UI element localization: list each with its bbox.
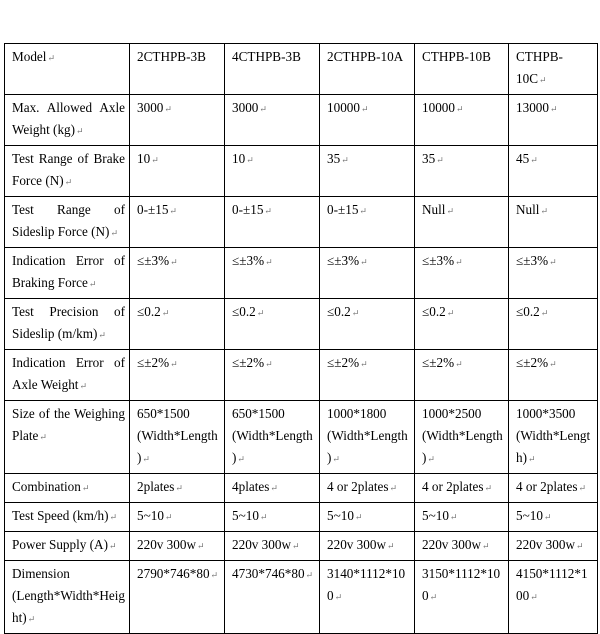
row-label: Test Range of Brake Force (N)↵: [5, 146, 130, 197]
row-label: Test Range of Sideslip Force (N)↵: [5, 197, 130, 248]
table-row: [5, 146, 598, 197]
table-cell: 5~10↵: [225, 503, 320, 532]
table-cell: 1000*3500 (Width*Length)↵: [509, 401, 598, 474]
table-cell: 4730*746*80↵: [225, 561, 320, 634]
table-cell: ≤±2%↵: [320, 350, 415, 401]
table-cell: ≤0.2↵: [225, 299, 320, 350]
table-cell: 5~10↵: [415, 503, 509, 532]
table-row: [5, 197, 598, 248]
table-cell: 10000↵: [320, 95, 415, 146]
table-cell: 0-±15↵: [130, 197, 225, 248]
table-row: [5, 248, 598, 299]
row-label: Dimension (Length*Width*Height)↵: [5, 561, 130, 634]
table-cell: ≤0.2↵: [415, 299, 509, 350]
header-cell: CTHPB-10B: [415, 44, 509, 95]
row-label: Size of the Weighing Plate↵: [5, 401, 130, 474]
header-cell: Model↵: [5, 44, 130, 95]
row-label: Indication Error of Axle Weight↵: [5, 350, 130, 401]
header-cell: 2CTHPB-3B: [130, 44, 225, 95]
table-cell: 10↵: [225, 146, 320, 197]
table-cell: 3150*1112*100↵: [415, 561, 509, 634]
table-cell: 3000↵: [225, 95, 320, 146]
header-row: [5, 44, 598, 95]
table-row: [5, 474, 598, 503]
table-cell: ≤±3%↵: [415, 248, 509, 299]
table-cell: 2plates↵: [130, 474, 225, 503]
row-label: Max. Allowed Axle Weight (kg)↵: [5, 95, 130, 146]
spec-table: [4, 43, 598, 634]
header-cell: 4CTHPB-3B: [225, 44, 320, 95]
table-row: [5, 95, 598, 146]
table-row: [5, 350, 598, 401]
row-label: Test Speed (km/h)↵: [5, 503, 130, 532]
table-row: [5, 561, 598, 634]
row-label: Indication Error of Braking Force↵: [5, 248, 130, 299]
table-cell: 220v 300w↵: [225, 532, 320, 561]
table-cell: ≤0.2↵: [320, 299, 415, 350]
table-cell: 4 or 2plates↵: [509, 474, 598, 503]
table-cell: 13000↵: [509, 95, 598, 146]
table-cell: 3000↵: [130, 95, 225, 146]
table-cell: 2790*746*80↵: [130, 561, 225, 634]
table-cell: 650*1500 (Width*Length)↵: [225, 401, 320, 474]
table-cell: 35↵: [320, 146, 415, 197]
table-cell: 4 or 2plates↵: [415, 474, 509, 503]
table-cell: 5~10↵: [130, 503, 225, 532]
table-cell: 5~10↵: [320, 503, 415, 532]
table-cell: 4150*1112*100↵: [509, 561, 598, 634]
table-cell: Null↵: [509, 197, 598, 248]
table-cell: ≤±3%↵: [225, 248, 320, 299]
table-cell: ≤±2%↵: [225, 350, 320, 401]
table-cell: 0-±15↵: [320, 197, 415, 248]
row-label: Power Supply (A)↵: [5, 532, 130, 561]
table-cell: 45↵: [509, 146, 598, 197]
table-cell: 3140*1112*100↵: [320, 561, 415, 634]
row-label: Test Precision of Sideslip (m/km)↵: [5, 299, 130, 350]
table-row: [5, 532, 598, 561]
table-cell: 10000↵: [415, 95, 509, 146]
table-cell: 650*1500 (Width*Length)↵: [130, 401, 225, 474]
table-cell: ≤±2%↵: [509, 350, 598, 401]
table-cell: ≤±3%↵: [320, 248, 415, 299]
table-cell: Null↵: [415, 197, 509, 248]
table-cell: 4 or 2plates↵: [320, 474, 415, 503]
row-label: Combination↵: [5, 474, 130, 503]
header-cell: CTHPB-10C↵: [509, 44, 598, 95]
table-cell: ≤±2%↵: [130, 350, 225, 401]
table-cell: 220v 300w↵: [130, 532, 225, 561]
table-cell: 1000*1800 (Width*Length)↵: [320, 401, 415, 474]
table-cell: ≤0.2↵: [130, 299, 225, 350]
table-cell: 220v 300w↵: [415, 532, 509, 561]
table-cell: 10↵: [130, 146, 225, 197]
table-row: [5, 401, 598, 474]
table-row: [5, 503, 598, 532]
table-cell: 5~10↵: [509, 503, 598, 532]
table-cell: ≤0.2↵: [509, 299, 598, 350]
table-cell: ≤±3%↵: [509, 248, 598, 299]
table-cell: ≤±2%↵: [415, 350, 509, 401]
table-cell: ≤±3%↵: [130, 248, 225, 299]
table-cell: 1000*2500 (Width*Length)↵: [415, 401, 509, 474]
table-row: [5, 299, 598, 350]
table-cell: 35↵: [415, 146, 509, 197]
table-cell: 0-±15↵: [225, 197, 320, 248]
table-cell: 220v 300w↵: [509, 532, 598, 561]
header-cell: 2CTHPB-10A: [320, 44, 415, 95]
table-cell: 4plates↵: [225, 474, 320, 503]
table-cell: 220v 300w↵: [320, 532, 415, 561]
